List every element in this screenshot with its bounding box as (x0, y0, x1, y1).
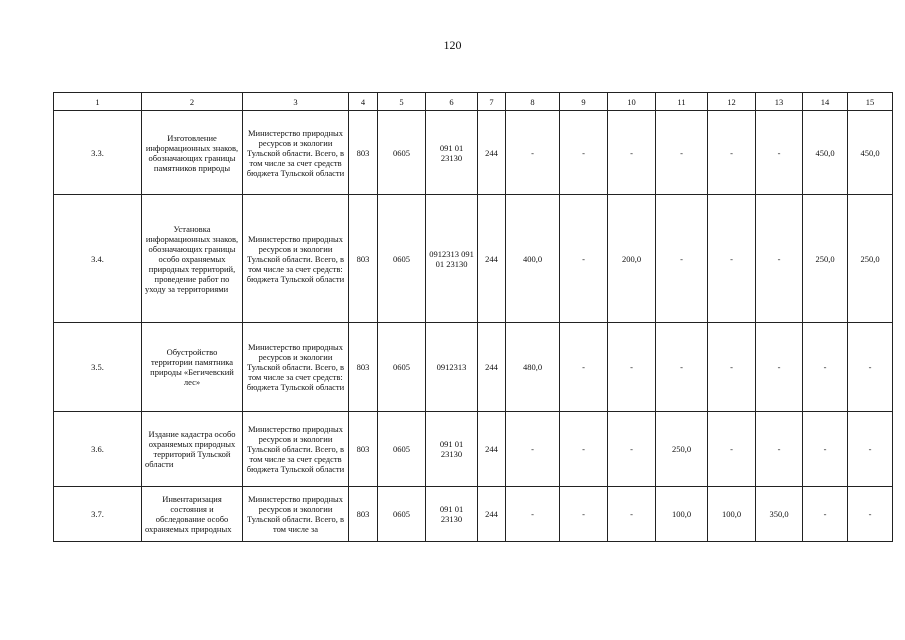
cell: 091 01 23130 (426, 111, 478, 195)
cell: 803 (349, 412, 378, 487)
cell: - (708, 323, 756, 412)
cell: 0605 (378, 323, 426, 412)
cell: 244 (478, 487, 506, 542)
cell: 450,0 (848, 111, 893, 195)
cell: 803 (349, 487, 378, 542)
table-row (54, 412, 893, 487)
table-row (54, 111, 893, 195)
header-cell: 4 (349, 93, 378, 111)
cell: 0605 (378, 195, 426, 323)
row-id: 3.5. (54, 323, 142, 412)
header-cell: 12 (708, 93, 756, 111)
cell: 244 (478, 111, 506, 195)
cell: - (608, 323, 656, 412)
cell: 0912313 (426, 323, 478, 412)
cell: - (656, 195, 708, 323)
header-cell: 1 (54, 93, 142, 111)
cell: - (803, 487, 848, 542)
activity-name: Установка информационных знаков, обозначающих границы особо охраняемых природных территорий, проведение работ по уходу за территориями (142, 195, 243, 323)
activity-name: Обустройство территории памятника природы «Бегичевский лес» (142, 323, 243, 412)
activity-name: Инвентаризация состояния и обследование особо охраняемых природных (142, 487, 243, 542)
cell: - (756, 412, 803, 487)
cell: 100,0 (656, 487, 708, 542)
cell: - (756, 195, 803, 323)
cell: 0912313 091 01 23130 (426, 195, 478, 323)
cell: 803 (349, 323, 378, 412)
cell: 091 01 23130 (426, 412, 478, 487)
cell: 803 (349, 195, 378, 323)
cell: - (756, 323, 803, 412)
cell: 250,0 (848, 195, 893, 323)
activity-name: Изготовление информационных знаков, обозначающих границы памятников природы (142, 111, 243, 195)
row-id: 3.4. (54, 195, 142, 323)
cell: - (848, 412, 893, 487)
cell: 803 (349, 111, 378, 195)
row-id: 3.7. (54, 487, 142, 542)
cell: - (560, 111, 608, 195)
cell: - (560, 412, 608, 487)
cell: 244 (478, 323, 506, 412)
header-cell: 5 (378, 93, 426, 111)
cell: 480,0 (506, 323, 560, 412)
cell: - (803, 412, 848, 487)
cell: - (560, 323, 608, 412)
cell: 100,0 (708, 487, 756, 542)
cell: 091 01 23130 (426, 487, 478, 542)
cell: - (708, 195, 756, 323)
cell: - (803, 323, 848, 412)
cell: - (608, 111, 656, 195)
executor: Министерство природных ресурсов и экологии Тульской области. Всего, в том числе за счет средств бюджета Тульской области (243, 412, 349, 487)
header-cell: 6 (426, 93, 478, 111)
row-id: 3.3. (54, 111, 142, 195)
cell: - (506, 111, 560, 195)
header-cell: 10 (608, 93, 656, 111)
cell: 450,0 (803, 111, 848, 195)
row-id: 3.6. (54, 412, 142, 487)
cell: 0605 (378, 111, 426, 195)
cell: - (848, 323, 893, 412)
header-cell: 13 (756, 93, 803, 111)
cell: 250,0 (656, 412, 708, 487)
header-row (54, 93, 893, 111)
cell: - (708, 412, 756, 487)
executor: Министерство природных ресурсов и экологии Тульской области. Всего, в том числе за счет средств бюджета Тульской области (243, 111, 349, 195)
cell: 200,0 (608, 195, 656, 323)
cell: 244 (478, 195, 506, 323)
cell: - (560, 195, 608, 323)
cell: 0605 (378, 487, 426, 542)
header-cell: 14 (803, 93, 848, 111)
cell: 244 (478, 412, 506, 487)
cell: - (560, 487, 608, 542)
executor: Министерство природных ресурсов и экологии Тульской области. Всего, в том числе за (243, 487, 349, 542)
executor: Министерство природных ресурсов и экологии Тульской области. Всего, в том числе за счет средств: бюджета Тульской области (243, 323, 349, 412)
table-row (54, 323, 893, 412)
header-cell: 7 (478, 93, 506, 111)
cell: - (506, 412, 560, 487)
cell: - (608, 487, 656, 542)
page-number: 120 (443, 38, 462, 52)
cell: 350,0 (756, 487, 803, 542)
header-cell: 8 (506, 93, 560, 111)
header-cell: 15 (848, 93, 893, 111)
cell: 0605 (378, 412, 426, 487)
table-row (54, 487, 893, 542)
budget-table (53, 92, 893, 542)
cell: - (708, 111, 756, 195)
cell: - (848, 487, 893, 542)
header-cell: 11 (656, 93, 708, 111)
header-cell: 3 (243, 93, 349, 111)
cell: - (656, 323, 708, 412)
cell: 250,0 (803, 195, 848, 323)
activity-name: Издание кадастра особо охраняемых природных территорий Тульской области (142, 412, 243, 487)
executor: Министерство природных ресурсов и экологии Тульской области. Всего, в том числе за счет средств: бюджета Тульской области (243, 195, 349, 323)
cell: - (756, 111, 803, 195)
cell: 400,0 (506, 195, 560, 323)
cell: - (656, 111, 708, 195)
table-row (54, 195, 893, 323)
header-cell: 9 (560, 93, 608, 111)
cell: - (608, 412, 656, 487)
cell: - (506, 487, 560, 542)
header-cell: 2 (142, 93, 243, 111)
